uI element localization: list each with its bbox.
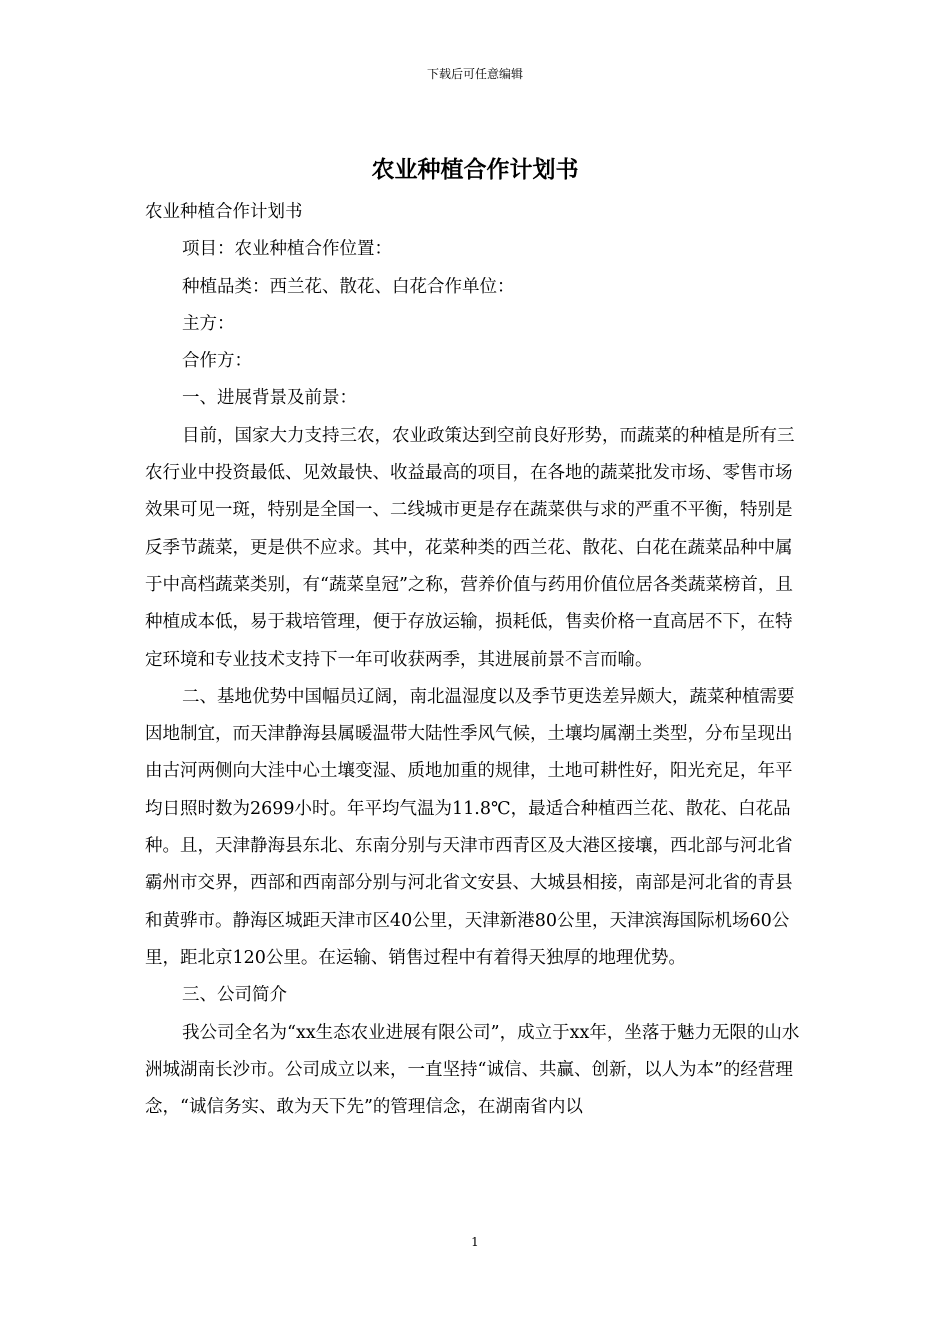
section-heading-background: 一、进展背景及前景： (182, 388, 357, 409)
section-heading-company: 三、公司简介 (182, 985, 287, 1006)
paragraph-varieties: 种植品类：西兰花、散花、白花合作单位： (182, 276, 515, 297)
paragraph-base-advantage: 二、基地优势中国幅员辽阔，南北温湿度以及季节更迭差异颇大，蔬菜种植需要因地制宜，而天津静海县属暖温带大陆性季风气候，土壤均属潮土类型，分布呈现出由古河两侧向大洼中心土壤变湿、质地加重的规律，土地可耕性好，阳光充足，年平均日照时数为2699小时。年平均气温为11.8℃，最适合种植西兰花、散花、白花品种。且，天津静海县东北、东南分别与天津市西青区及大港区接壤，西北部与河北省霸州市交界，西部和西南部分别与河北省文安县、大城县相接，南部是河北省的青县和黄骅市。静海区城距天津市区40公里，天津新港80公里，天津滨海国际机场60公里，距北京120公里。在运输、销售过程中有着得天独厚的地理优势。 (145, 686, 795, 968)
paragraph-main-party: 主方： (182, 313, 235, 334)
paragraph-subtitle: 农业种植合作计划书 (145, 202, 303, 222)
page-number: 1 (471, 1235, 479, 1249)
document-title: 农业种植合作计划书 (371, 156, 579, 183)
paragraph-partner: 合作方： (182, 351, 252, 372)
paragraph-background: 目前，国家大力支持三农，农业政策达到空前良好形势，而蔬菜的种植是所有三农行业中投资最低、见效最快、收益最高的项目，在各地的蔬菜批发市场、零售市场效果可见一斑，特别是全国一、二线城市更是存在蔬菜供与求的严重不平衡，特别是反季节蔬菜，更是供不应求。其中，花菜种类的西兰花、散花、白花在蔬菜品种中属于中高档蔬菜类别，有“蔬菜皇冠”之称，营养价值与药用价值位居各类蔬菜榜首，且种植成本低，易于栽培管理，便于存放运输，损耗低，售卖价格一直高居不下，在特定环境和专业技术支持下一年可收获两季，其进展前景不言而喻。 (145, 425, 795, 670)
paragraph-project: 项目：农业种植合作位置： (182, 239, 392, 260)
header-note: 下载后可任意编辑 (426, 67, 523, 81)
paragraph-company: 我公司全名为“xx生态农业进展有限公司”，成立于xx年，坐落于魅力无限的山水洲城湖南长沙市。公司成立以来，一直坚持“诚信、共赢、创新，以人为本”的经营理念，“诚信务实、敢为天下先”的管理信念，在湖南省内以 (145, 1022, 800, 1118)
document-body (145, 194, 809, 1126)
